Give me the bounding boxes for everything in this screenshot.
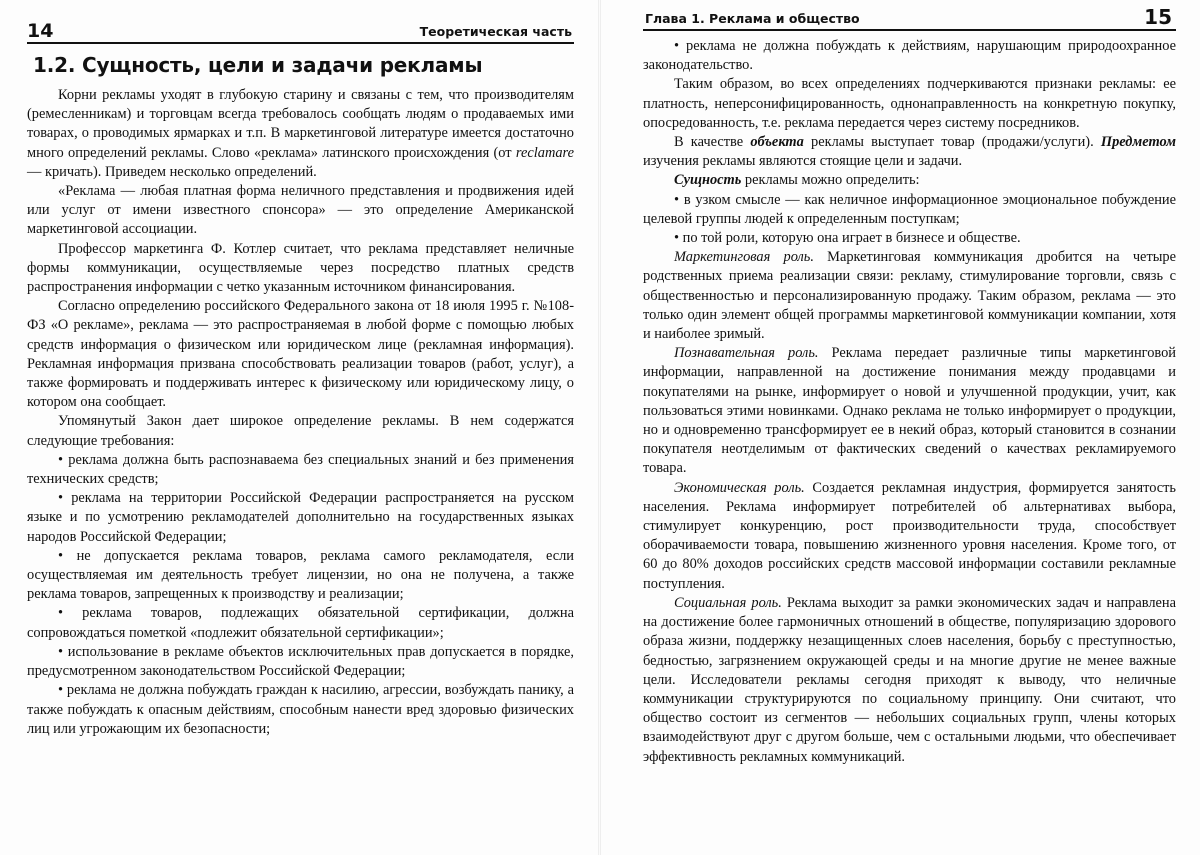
- running-head-title: Теоретическая часть: [419, 24, 572, 39]
- bullet-item: [643, 37, 1176, 75]
- bullet-item: [27, 489, 574, 547]
- role-heading: Познавательная роль.: [674, 345, 819, 362]
- text-run: Реклама выходит за рамки экономических задач и направлена на достижение более гармоничных отношений в обществе, популяризацию здорового образа жизни, поддержку незащищенных слоев населения, борьбу с преступностью, бедностью, загрязнением окружающей среды и на многие другие не менее важные цели. Исследователи рекламы сегодня приходят к выводу, что неличные коммуникации структурируются по социальному принципу. Они считают, что общество состоит из сегментов — небольших социальных групп, члены которых взаимодействуют друг с другом больше, чем с остальными людьми, что обеспечивает эффективность рекламных коммуникаций.: [643, 594, 1176, 765]
- text-run: Согласно определению российского Федерального закона от 18 июля 1995 г. №108-ФЗ «О рекламе», реклама — это распространяемая в любой форме с помощью любых средств информация о физическом или юридическом лице (рекламная информация). Рекламная информация призвана способствовать реализации товаров (работ, услуг), а также формировать и поддерживать интерес к физическому или юридическому лицу, о котором она сообщает.: [27, 298, 574, 411]
- text-run: • в узком смысле — как неличное информационное эмоциональное побуждение целевой группы людей к определенным поступкам;: [643, 191, 1176, 227]
- text-run: рекламы можно определить:: [741, 172, 920, 189]
- text-run: рекламы выступает товар (продажи/услуги).: [803, 134, 1101, 151]
- text-run: Создается рекламная индустрия, формируется занятость населения. Реклама информирует потребителей об альтернативах выбора, стимулирует конкуренцию, рост производительности труда, способствует оборачиваемости товара, повышению жизненного уровня населения. Кроме того, от 60 до 80% доходов российских средств массовой информации составили рекламные поступления.: [643, 479, 1176, 592]
- text-run: Профессор маркетинга Ф. Котлер считает, что реклама представляет неличные формы коммуникации, осуществляемые через посредство платных средств распространения информации с четко указанным источником финансирования.: [27, 240, 574, 296]
- paragraph: [27, 412, 574, 450]
- text-run: • реклама на территории Российской Федерации распространяется на русском языке и по усмотрению рекламодателей дополнительно на государственных языках народов Российской Федерации;: [27, 490, 574, 545]
- emphasis-term: Предметом: [1100, 134, 1176, 151]
- right-page: [600, 0, 1200, 855]
- text-run: Упомянутый Закон дает широкое определение рекламы. В нем содержатся следующие требования:: [27, 413, 574, 449]
- text-run: Корни рекламы уходят в глубокую старину и связаны с тем, что производителям (ремесленникам) и торговцам всегда требовалось сообщать людям о продаваемых ими товарах, о проводимых ярмарках и т.п. В маркетинговой литературе имеется достаточно много определений рекламы. Слово «реклама» латинского происхождения (от: [27, 87, 574, 161]
- role-heading: Социальная роль.: [674, 594, 782, 611]
- paragraph: [643, 344, 1176, 478]
- text-run: — кричать). Приведем несколько определений.: [27, 163, 317, 180]
- running-header-right: [643, 7, 1176, 31]
- role-heading: Экономическая роль.: [674, 479, 805, 496]
- text-run: • реклама не должна побуждать к действиям, нарушающим природоохранное законодательство.: [643, 38, 1176, 74]
- bullet-item: [27, 547, 574, 605]
- page-number: 14: [27, 20, 54, 42]
- paragraph: [643, 248, 1176, 344]
- left-page-body: [27, 86, 574, 739]
- text-run: • использование в рекламе объектов исключительных прав допускается в порядке, предусмотренном законодательством Российской Федерации;: [27, 643, 574, 680]
- section-title: 1.2. Сущность, цели и задачи рекламы: [33, 53, 483, 77]
- paragraph: [27, 297, 574, 412]
- role-heading: Маркетинговая роль.: [674, 249, 814, 266]
- emphasis-term: Сущность: [674, 172, 742, 189]
- paragraph: [643, 75, 1176, 133]
- bullet-item: [643, 191, 1176, 229]
- bullet-item: [27, 681, 574, 739]
- text-run: изучения рекламы являются стоящие цели и задачи.: [643, 153, 963, 170]
- text-run: В качестве: [674, 134, 751, 151]
- paragraph: [643, 171, 1176, 190]
- text-run: • реклама должна быть распознаваема без специальных знаний и без применения технических средств;: [27, 451, 574, 488]
- latin-term: reclamare: [515, 144, 574, 161]
- text-run: «Реклама — любая платная форма неличного представления и продвижения идей или услуг от имени известного спонсора» — это определение Американской маркетинговой ассоциации.: [27, 183, 574, 238]
- text-run: • реклама товаров, подлежащих обязательной сертификации, должна сопровождаться пометкой «подлежит обязательной сертификации»;: [27, 605, 574, 641]
- bullet-item: [27, 451, 574, 489]
- emphasis-term: объекта: [750, 134, 804, 151]
- running-head-title: Глава 1. Реклама и общество: [645, 11, 860, 26]
- text-run: Маркетинговая коммуникация дробится на четыре родственных приема реализации связи: рекламу, стимулирование торговли, связь с общественностью и персонализированную продажу. Таким образом, реклама — это только один элемент общей программы маркетинговой коммуникации компании, хотя и наиболее зримый.: [643, 249, 1176, 343]
- paragraph: [27, 86, 574, 182]
- running-header-left: [27, 14, 574, 44]
- page-number: 15: [1144, 5, 1172, 29]
- paragraph: [643, 479, 1176, 594]
- paragraph: [27, 182, 574, 240]
- text-run: • не допускается реклама товаров, реклама самого рекламодателя, если осуществляемая им деятельность требует лицензии, но она не получена, а также реклама товаров, запрещенных к производству и реализации;: [27, 547, 574, 603]
- text-run: Таким образом, во всех определениях подчеркиваются признаки рекламы: ее платность, неперсонифицированность, однонаправленность на конкретную покупку, опосредованность, т.е. реклама передается через систему посредников.: [643, 76, 1176, 131]
- paragraph: [643, 594, 1176, 767]
- paragraph: [643, 133, 1176, 171]
- bullet-item: [27, 604, 574, 642]
- paragraph: [27, 240, 574, 298]
- right-page-body: [643, 37, 1176, 767]
- text-run: • по той роли, которую она играет в бизнесе и обществе.: [674, 230, 1021, 247]
- bullet-item: [643, 229, 1176, 248]
- text-run: • реклама не должна побуждать граждан к насилию, агрессии, возбуждать панику, а также побуждать к опасным действиям, способным нанести вред здоровью физических лиц или угрожающим их безопасности;: [27, 682, 574, 737]
- text-run: Реклама передает различные типы маркетинговой информации, направленной на достижение понимания между продавцами и покупателями на рынке, информирует о новой и улучшенной продукции, учит, как пользоваться этими новинками. Однако реклама не только информирует о продукции, но и одновременно трансформирует ее в некий образ, который становится в сознании покупателя неотделимым от фактических сведений о качествах рекламируемого товара.: [643, 345, 1176, 477]
- bullet-item: [27, 643, 574, 681]
